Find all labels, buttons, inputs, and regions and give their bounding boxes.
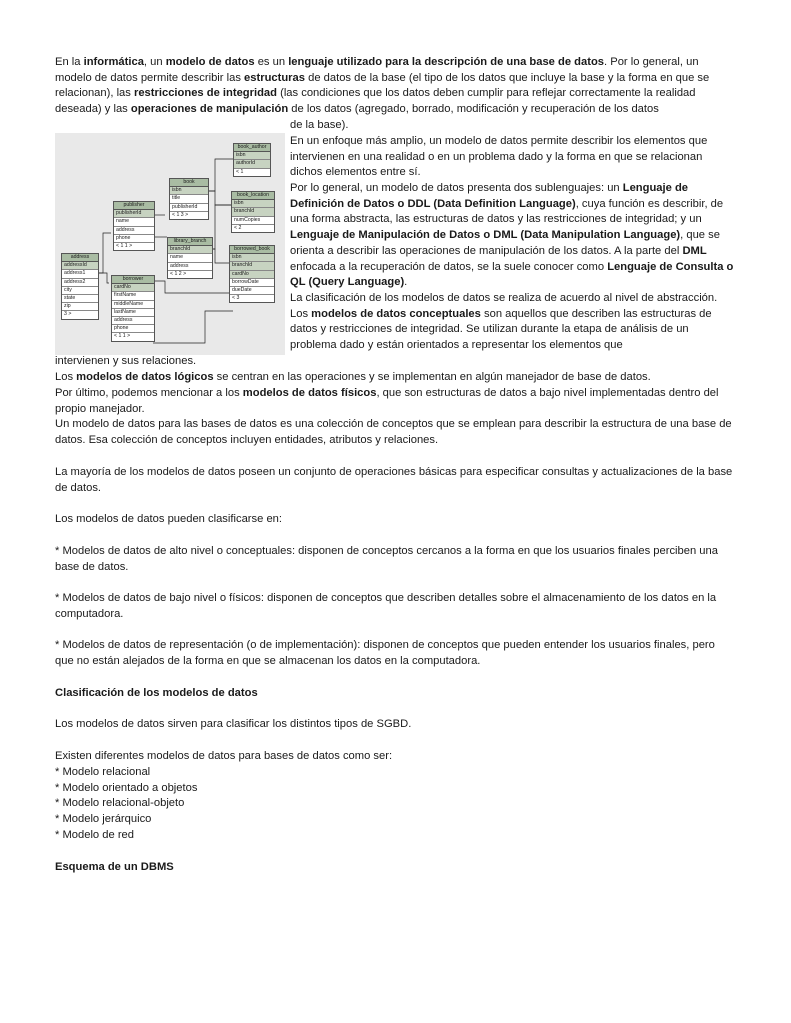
entity-field: < 1 3 >	[172, 211, 189, 218]
entity-field: title	[170, 195, 208, 203]
text: , que son estructuras de datos a bajo nivel implementadas dentro del propio manejador.	[55, 387, 719, 415]
paragraph-representacion: * Modelos de datos de representación (o de implementación): disponen de conceptos que pueden entender los usuarios finales, pero que no están alejados de la forma en que se almacenan los datos en la computadora.	[55, 639, 715, 667]
term-estructuras: estructuras	[244, 71, 305, 84]
entity-field: phone	[114, 235, 154, 243]
paragraph-operaciones: La mayoría de los modelos de datos poseen un conjunto de operaciones básicas para especificar consultas y actualizaciones de la base de datos.	[55, 466, 733, 494]
term-dml-short: DML	[682, 244, 707, 257]
text: (las condiciones que los datos deben cumplir para reflejar correctamente la realidad deseada) y las	[55, 87, 696, 116]
entity-title: book_location	[232, 192, 274, 200]
entity-field: address2	[62, 279, 98, 287]
term-fisicos: modelos de datos físicos	[242, 387, 377, 399]
entity-field: zip	[62, 303, 98, 311]
side-paragraph-enfoque: En un enfoque más amplio, un modelo de datos permite describir los elementos que intervienen en una realidad o en un problema dado y la forma en que se relacionan dichos elementos entre sí.	[290, 135, 708, 179]
side-paragraph-sublenguajes	[290, 181, 735, 291]
entity-field: numCopies	[232, 217, 274, 225]
entity-field: isbn	[230, 254, 274, 262]
paragraph-logicos	[55, 370, 735, 386]
entity-field: isbn	[170, 187, 208, 195]
paragraph-alto-nivel: * Modelos de datos de alto nivel o conceptuales: disponen de conceptos cercanos a la forma en que los usuarios finales perciben una base de datos.	[55, 545, 718, 573]
term-conceptuales: modelos de datos conceptuales	[311, 307, 481, 320]
text: Por lo general, un modelo de datos presenta dos sublenguajes: un	[290, 182, 623, 194]
entity-field: middleName	[112, 301, 154, 309]
entity-field: < 2	[234, 224, 242, 231]
entity-field: < 1	[236, 168, 244, 175]
entity-field: < 1 1 >	[114, 333, 131, 340]
paragraph-bajo-nivel: * Modelos de datos de bajo nivel o físicos: disponen de conceptos que describen detalles sobre el almacenamiento de los datos en la computadora.	[55, 592, 717, 620]
list-item: * Modelo relacional-objeto	[55, 797, 185, 810]
heading-esquema: Esquema de un DBMS	[55, 861, 174, 873]
entity-field: branchId	[232, 208, 274, 216]
text: se centran en las operaciones y se implementan en algún manejador de base de datos.	[213, 371, 651, 383]
entity-field: address1	[62, 270, 98, 278]
entity-field: name	[114, 218, 154, 226]
entity-field: address	[114, 227, 154, 235]
entity-library-branch	[167, 237, 213, 279]
entity-field: city	[62, 287, 98, 295]
term-restricciones: restricciones de integridad	[133, 87, 277, 100]
term-lenguaje: lenguaje utilizado para la descripción de una base de datos	[288, 56, 605, 68]
entity-publisher	[113, 201, 155, 251]
entity-field: < 1 2 >	[170, 270, 187, 277]
entity-title: publisher	[114, 202, 154, 210]
paragraph-clasificarse: Los modelos de datos pueden clasificarse en:	[55, 513, 283, 525]
side-line-continuation: de la base).	[290, 119, 349, 131]
list-item: * Modelo relacional	[55, 766, 151, 778]
paragraph-fisicos	[55, 386, 735, 417]
text: es un	[254, 56, 289, 68]
term-ql: Lenguaje de Consulta o QL (Query Language)	[290, 260, 734, 289]
entity-title: address	[62, 254, 98, 262]
entity-field: branchId	[230, 262, 274, 270]
entity-field: authorId	[234, 160, 270, 168]
entity-book-location	[231, 191, 275, 233]
paragraph-sgbd: Los modelos de datos sirven para clasificar los distintos tipos de SGBD.	[55, 718, 412, 730]
paragraph-existen: Existen diferentes modelos de datos para bases de datos como ser:	[55, 750, 393, 762]
entity-field: 3 >	[64, 311, 72, 318]
paragraph-continuation: intervienen y sus relaciones.	[55, 355, 197, 367]
entity-field: borrowDate	[230, 279, 274, 287]
entity-field: name	[168, 254, 212, 262]
side-paragraph-clasificacion	[290, 291, 735, 354]
entity-borrower	[111, 275, 155, 342]
intro-paragraph	[55, 55, 735, 118]
entity-field: firstName	[112, 292, 154, 300]
list-item: * Modelo orientado a objetos	[55, 781, 198, 794]
entity-title: borrower	[112, 276, 154, 284]
entity-field: publisherId	[114, 210, 154, 218]
entity-field: publisherId	[170, 204, 208, 212]
entity-book-author	[233, 143, 271, 177]
term-logicos: modelos de datos lógicos	[76, 371, 214, 383]
list-item: * Modelo de red	[55, 828, 134, 841]
entity-field: cardNo	[230, 271, 274, 279]
entity-field: < 3	[232, 295, 240, 302]
er-diagram-figure	[55, 133, 285, 355]
text: Por último, podemos mencionar a los	[55, 387, 243, 399]
entity-title: book_author	[234, 144, 270, 152]
entity-field: lastName	[112, 309, 154, 317]
entity-field: dueDate	[230, 287, 274, 295]
term-operaciones: operaciones de manipulación	[130, 103, 289, 116]
text: En la	[55, 56, 84, 68]
entity-field: isbn	[234, 152, 270, 160]
text: son aquellos que describen las estructuras de datos y restricciones de integridad. Se utilizan durante la etapa de análisis de un problema dado y están orientados a representar los elementos que	[290, 307, 712, 352]
entity-field: < 1 1 >	[116, 243, 133, 250]
text: de datos de la base (el tipo de los datos que incluye la base y la forma en que se relacionan), las	[55, 71, 710, 100]
entity-field: isbn	[232, 200, 274, 208]
text: .	[404, 276, 408, 289]
text: , que se orienta a describir las operaciones de manipulación de los datos. A la parte del	[290, 229, 720, 257]
entity-field: address	[112, 317, 154, 325]
text: enfocada a la recuperación de datos, se la suele conocer como	[290, 260, 608, 273]
paragraph-coleccion: Un modelo de datos para las bases de datos es una colección de conceptos que se emplean para describir la estructura de una base de datos. Esa colección de conceptos incluyen entidades, atributos y relaciones.	[55, 418, 732, 446]
entity-field: cardNo	[112, 284, 154, 292]
entity-field: phone	[112, 325, 154, 333]
entity-field: state	[62, 295, 98, 303]
entity-title: borrowed_book	[230, 246, 274, 254]
entity-field: branchId	[168, 246, 212, 254]
term-informatica: informática	[83, 56, 144, 68]
list-item: * Modelo jerárquico	[55, 813, 152, 826]
term-dml: Lenguaje de Manipulación de Datos o DML (Data Manipulation Language)	[290, 229, 681, 242]
entity-borrowed-book	[229, 245, 275, 303]
text: , cuya función es describir, de una forma abstracta, las estructuras de datos y las restricciones de integridad; y un	[290, 197, 724, 226]
entity-field: addressId	[62, 262, 98, 270]
text: La clasificación de los modelos de datos se realiza de acuerdo al nivel de abstracción. Los	[290, 292, 718, 320]
model-list	[55, 765, 455, 844]
text: Los	[55, 371, 77, 383]
text: , un	[143, 56, 166, 68]
entity-field: address	[168, 263, 212, 271]
entity-address	[61, 253, 99, 320]
entity-title: library_branch	[168, 238, 212, 246]
text: de los datos (agregado, borrado, modificación y recuperación de los datos	[288, 103, 659, 116]
entity-book	[169, 178, 209, 220]
text: . Por lo general, un modelo de datos permite describir las	[55, 56, 699, 84]
term-modelo-de-datos: modelo de datos	[165, 56, 255, 68]
heading-clasificacion: Clasificación de los modelos de datos	[55, 687, 258, 699]
term-ddl: Lenguaje de Definición de Datos o DDL (Data Definition Language)	[290, 182, 689, 210]
entity-title: book	[170, 179, 208, 187]
